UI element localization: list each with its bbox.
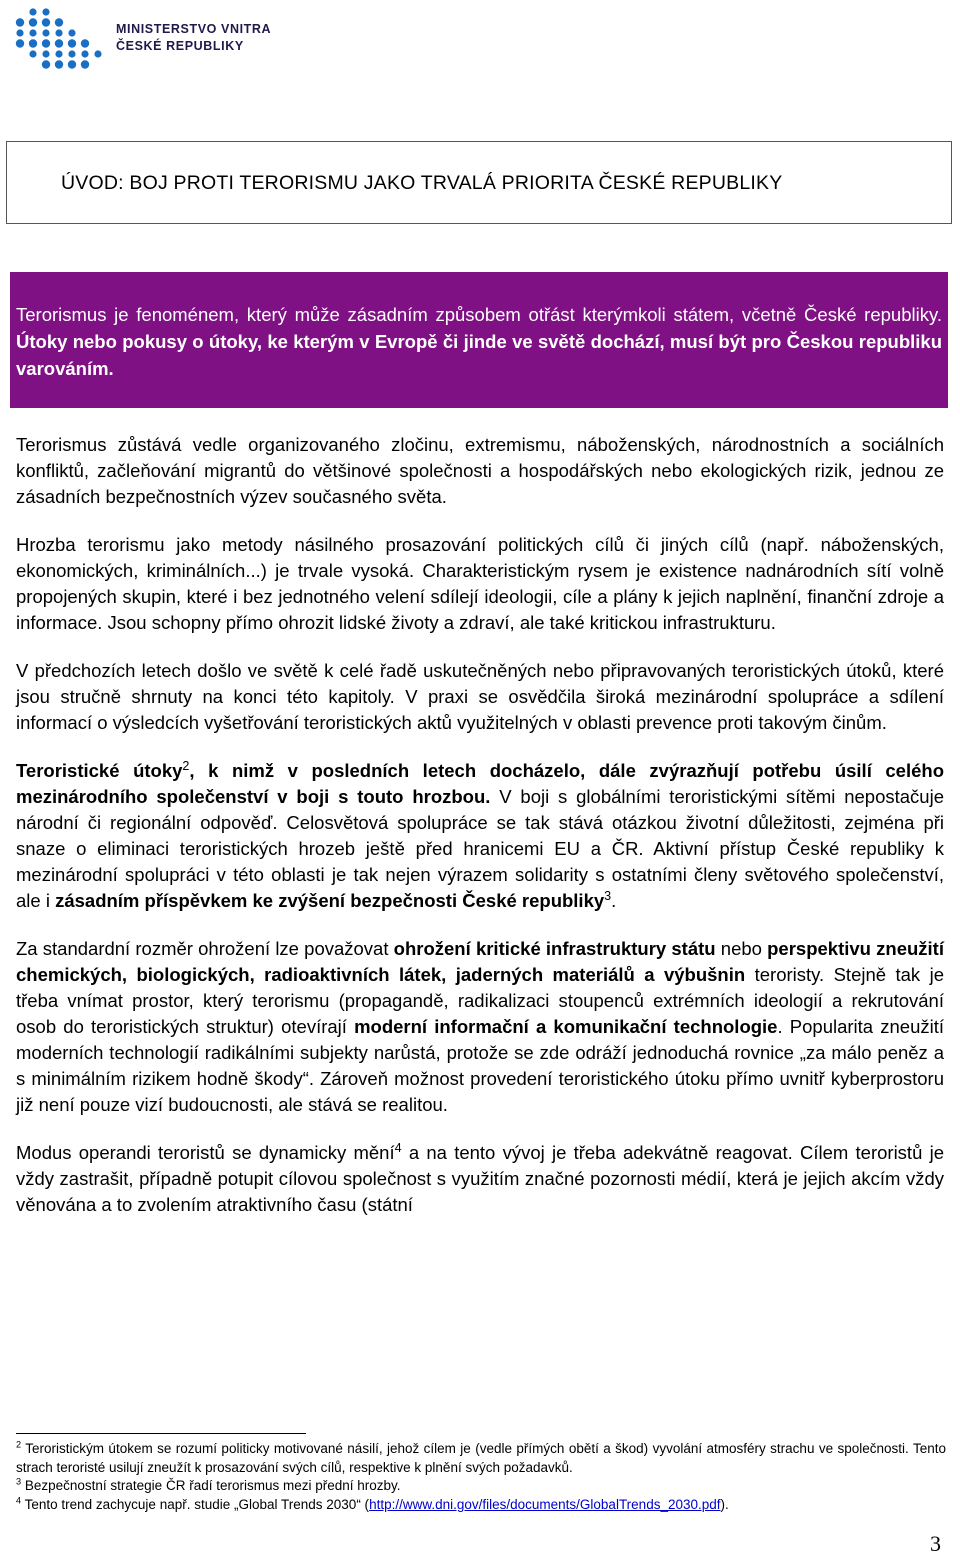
logo-dot [55,50,62,57]
footnote-ref-4[interactable]: 4 [394,1140,402,1155]
p4-bold-a: Teroristické útoky [16,760,183,781]
p4-bold-b: , k nimž v posledních letech docházelo, dále zvýrazňují potřebu úsilí celého mezinárodního společenství v boji s touto hrozbou. [16,760,944,807]
p5-b: ohrožení kritické infrastruktury státu [393,938,716,959]
page-title: ÚVOD: BOJ PROTI TERORISMU JAKO TRVALÁ PRIORITA ČESKÉ REPUBLIKY [61,172,783,194]
footnotes [16,1440,946,1514]
p5-d: perspektivu zneužití chemických, biologických, radioaktivních látek, jaderných materiálů a výbušnin [16,938,944,985]
logo-dot [81,60,89,68]
logo-dot [29,50,36,57]
logo-dot [42,18,50,26]
logo-dot [81,50,88,57]
p5-c: nebo [715,938,768,959]
intro-box [10,272,948,408]
logo-dot [81,39,89,47]
footnote-3-text: Bezpečnostní strategie ČR řadí terorismus mezi přední hrozby. [21,1478,401,1493]
p5-e: teroristy. Stejně tak je třeba vnímat prostor, který terorismu (propagandě, radikalizaci stoupenců extrémních ideologií a rekrutování osob do teroristických struktur) otevírají [16,964,944,1037]
p4-plain: V boji s globálními teroristickými sítěmi nepostačuje národní či regionální odpověď. Celosvětová spolupráce se tak stává otázkou životní důležitosti, zejména při snaze o eliminaci teroristických hrozeb ještě před hranicemi EU a ČR. Aktivní přístup České republiky k mezinárodní spolupráci v této oblasti je tak nejen výrazem solidarity s ostatními členy světového společenství, ale i [16,786,944,911]
logo-dot [42,39,50,47]
intro-text: Terorismus je fenoménem, který může zásadním způsobem otřást kterýmkoli státem, včetně České republiky. [16,304,942,325]
footnote-4 [16,1496,946,1515]
footnote-2 [16,1440,946,1477]
logo-dot [42,8,49,15]
logo-dot [16,29,23,36]
paragraph-6 [16,1140,944,1218]
global-trends-link[interactable]: http://www.dni.gov/files/documents/GlobalTrends_2030.pdf [369,1496,721,1512]
logo-dot [16,18,24,26]
paragraph-5 [16,936,944,1118]
logo-text [116,21,271,55]
paragraph-1: Terorismus zůstává vedle organizovaného zločinu, extremismu, náboženských, národnostních a sociálních konfliktů, začleňování migrantů do většinové společnosti a hospodářských nebo ekologických rizik, jednou ze zásadních bezpečnostních výzev současného světa. [16,434,944,507]
footnote-2-mark: 2 [16,1439,22,1450]
footnote-3 [16,1477,946,1496]
logo-dot [55,39,63,47]
p6-b: a na tento vývoj je třeba adekvátně reagovat. Cílem teroristů je vždy zastrašit, případně potupit cílovou společnost s využitím značné pozornosti médií, která je jejich akcím vždy věnována a to zvolením atraktivního času (státní [16,1142,944,1215]
logo-dot [42,60,50,68]
logo-dot [55,18,63,26]
main-content [16,432,944,1240]
p4-bold-c: zásadním příspěvkem ke zvýšení bezpečnosti České republiky [55,890,605,911]
page-number: 3 [930,1531,941,1556]
logo-dot [29,39,37,47]
p6-a: Modus operandi teroristů se dynamicky mění [16,1142,395,1163]
p5-a: Za standardní rozměr ohrožení lze považovat [16,938,394,959]
paragraph-2: Hrozba terorismu jako metody násilného prosazování politických cílů či jiných cílů (např. náboženských, ekonomických, kriminálních...) je trvale vysoká. Charakteristickým rysem je existence nadnárodních sítí volně propojených skupin, které i bez jednotného velení sdílejí ideologii, cíle a plány k jejich naplnění, finanční zdroje a informace. Jsou schopny přímo ohrozit lidské životy a zdraví, ale také kritickou infrastrukturu. [16,534,944,633]
footnote-2-text: Teroristickým útokem se rozumí politicky motivované násilí, jehož cílem je (vedle přímých obětí a škod) vyvolání atmosféry strachu ve společnosti. Tento strach teroristé usilují zneužít k prosazování svých cílů, respektive k plnění svých požadavků. [16,1441,946,1475]
footnote-4-text-b: ). [720,1496,729,1512]
intro-bold-text: Útoky nebo pokusy o útoky, ke kterým v Evropě či jinde ve světě dochází, musí být pro Českou republiku varováním. [16,331,942,379]
title-box [6,141,952,224]
ministry-logo [12,4,276,72]
logo-dot [29,29,36,36]
footnote-ref-3[interactable]: 3 [604,888,612,903]
logo-dot [68,60,76,68]
logo-dot [42,50,49,57]
logo-dots-icon [12,5,110,71]
footnote-ref-2[interactable]: 2 [182,758,190,773]
footnote-3-mark: 3 [16,1476,22,1487]
logo-dot [55,60,63,68]
paragraph-3: V předchozích letech došlo ve světě k celé řadě uskutečněných nebo připravovaných teroristických útoků, které jsou stručně shrnuty na konci této kapitoly. V praxi se osvědčila široká mezinárodní spolupráce a sdílení informací o výsledcích vyšetřování teroristických aktů využitelných v oblasti prevence proti takovým činům. [16,660,944,733]
footnote-4-text-a: Tento trend zachycuje např. studie „Global Trends 2030“ ( [21,1496,370,1512]
footnote-divider [16,1433,306,1434]
p4-end: . [611,890,617,911]
logo-dot [94,50,101,57]
logo-line2: ČESKÉ REPUBLIKY [116,39,244,53]
p5-f: moderní informační a komunikační technologie [354,1016,778,1037]
logo-dot [68,50,75,57]
p5-g: . Popularita zneužití moderních technologií radikálními subjekty narůstá, protože se zde odráží jednoduchá rovnice „za málo peněz a s minimálním rizikem hodně škody“. Zároveň možnost provedení teroristického útoku přímo uvnitř kyberprostoru již není pouze vizí budoucnosti, ale stává se realitou. [16,1016,945,1115]
logo-dot [29,8,36,15]
logo-dot [29,18,37,26]
logo-dot [68,29,75,36]
footnote-4-mark: 4 [16,1495,22,1505]
logo-dot [16,39,24,47]
logo-dot [42,29,49,36]
logo-line1: MINISTERSTVO VNITRA [116,22,272,36]
logo-dot [55,29,62,36]
logo-dot [68,39,76,47]
paragraph-4 [16,758,944,914]
